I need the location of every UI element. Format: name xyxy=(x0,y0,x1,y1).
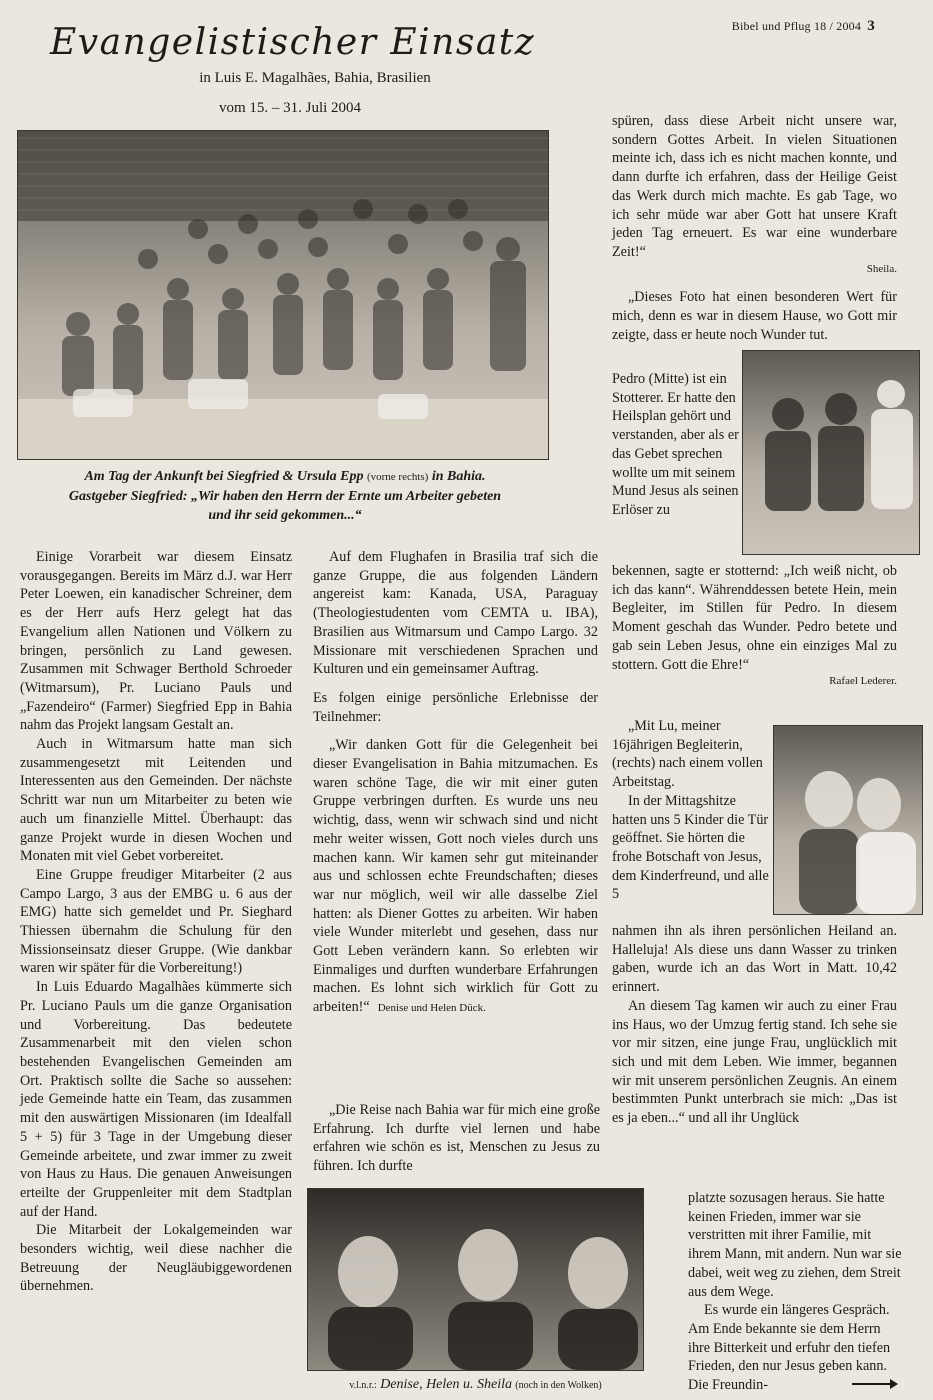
col3-paragraph-1: spüren, dass diese Arbeit nicht unsere war, sondern Gottes Arbeit. In vielen Situationen meinte ich, dass ich es nicht machen konnte, und dann durfte ich erfahren, dass der Heilige Geist das Werk durch mich machte. Es gab Tage, wo ich sehr müde war aber Gott hat unsere Kraft jeden Tag erneuert. Es war eine wunderbare Zeit!“ xyxy=(612,113,897,260)
col1-paragraph-5: Die Mitarbeit der Lokalgemeinden war besonders wichtig, weil diese nachher die Betreuung der Neugläubiggewordenen übernehmen. xyxy=(20,1222,292,1295)
article-column-1 xyxy=(20,548,292,1296)
article-column-3-narrow-1 xyxy=(612,370,740,520)
continue-arrow-icon xyxy=(852,1378,898,1390)
girls-silhouettes xyxy=(308,1188,644,1370)
caption-line-1-note: (vorne rechts) xyxy=(366,471,429,483)
article-column-3-narrow-3 xyxy=(688,1189,903,1395)
col3-paragraph-3-narrow-a: „Mit Lu, meiner 16jährigen Begleiterin, (rechts) nach einem vollen Arbeitstag. xyxy=(612,718,763,791)
magazine-issue: Bibel und Pflug 18 / 2004 xyxy=(731,19,862,33)
girls-caption-prefix: v.l.n.r.: xyxy=(349,1380,377,1391)
col3-signature-sheila: Sheila. xyxy=(866,262,897,275)
col3-paragraph-4-narrow: platzte sozusagen heraus. Sie hatte keinen Frieden, immer war sie verstritten mit ihrer Familie, mit ihrem Mann, mit andern. Nun war sie dabei, weit weg zu ziehen, dem Streit aus dem Wege. xyxy=(688,1190,902,1300)
caption-line-1-start: Am Tag der Ankunft bei Siegfried & Ursula Epp xyxy=(84,469,364,484)
group-photo-caption xyxy=(40,467,530,525)
col1-paragraph-1: Einige Vorarbeit war diesem Einsatz vorausgegangen. Bereits im März d.J. war Herr Peter Loewen, ein kanadischer Schreiner, dem es der Herr aufs Herz gelegt hat das Evangelium allen Nationen und Völkern zu bringen, persönlich zu Land gewesen. Zusammen mit Schwager Berthold Schroeder (Witmarsum), Pr. Luciano Pauls und „Fazendeiro“ (Farmer) Siegfried Epp in Bahia nahm das Projekt langsam Gestalt an. xyxy=(20,549,292,734)
article-dates: vom 15. – 31. Juli 2004 xyxy=(218,100,362,116)
girls-caption-note: (noch in den Wolken) xyxy=(515,1380,602,1391)
col3-paragraph-3-end: nahmen ihn als ihren persönlichen Heiland an. Halleluja! Als diese uns dann Wasser zu trinken gaben, wurde ich an das Wort in Matt. 10,42 erinnert. xyxy=(612,923,897,996)
page-header xyxy=(732,18,875,35)
col3-paragraph-2-end: bekennen, sagte er stotternd: „Ich weiß nicht, ob ich das kann“. Währenddessen betete Hein, mein Begleiter, im Stillen für Pedro. In diesem Moment geschah das Wunder. Pedro betete und gab sein Leben Jesus, ohne ein einziges Mal zu stottern. Gott die Ehre!“ xyxy=(612,563,897,673)
col1-paragraph-2: Auch in Witmarsum hatte man sich zusammengesetzt mit Leitenden und Interessenten aus den Gemeinden. Der nächste Schritt war nun um Mitarbeiter zu beten wie auch um finanzielle Mittel. Überhaupt: das ganze Projekt wurde in diesen Wochen und Monaten mit viel Gebet vorbereitet. xyxy=(20,736,292,865)
girls-photo xyxy=(307,1188,644,1371)
col1-paragraph-4: In Luis Eduardo Magalhães kümmerte sich Pr. Luciano Pauls um die ganze Organisation und Vorbereitung. Das bedeutete Zusammenarbeit mit den vielen schon bestehenden Evangelischen Gemeinden am Ort. Praktisch sollte die Sache so aussehen: jede Gemeinde hatte ein Team, das zusammen mit den auswärtigen Missionaren (im Idealfall 5 + 5) für 3 Tage in der Umgebung dieser Gemeinde arbeitete, und zwar immer zu zweit von Haus zu Haus. Die genauen Anweisungen erteilte der Gruppenleiter mit dem Stadtplan auf der Hand. xyxy=(20,979,292,1220)
col3-paragraph-3-narrow-b: In der Mittagshitze hatten uns 5 Kinder die Tür geöffnet. Sie hörten die frohe Botschaft von Jesus, dem Kinderfreund, und alle 5 xyxy=(612,792,769,903)
page-number: 3 xyxy=(867,18,875,34)
col2-testimony-2: „Die Reise nach Bahia war für mich eine große Erfahrung. Ich durfte viel lernen und habe erfahren wie schön es ist, Menschen zu Jesus zu führen. Ich durfte xyxy=(313,1102,600,1175)
article-subtitle: in Luis E. Magalhães, Bahia, Brasilien xyxy=(199,70,431,86)
pedro-silhouettes xyxy=(743,350,920,554)
lu-photo xyxy=(773,725,923,915)
caption-line-1 xyxy=(40,467,530,487)
girls-caption-names: Denise, Helen u. Sheila xyxy=(380,1377,512,1392)
article-column-2-bottom xyxy=(313,1101,600,1176)
article-title: Evangelistischer Einsatz xyxy=(50,22,536,63)
caption-line-3: und ihr seid gekommen...“ xyxy=(208,508,362,523)
col1-paragraph-3: Eine Gruppe freudiger Mitarbeiter (2 aus Campo Largo, 3 aus der EMBG u. 6 aus der EMG) hatte sich gemeldet und Pr. Sieghard Thiessen übernahm die Schulung für den Missionseinsatz dieser Gruppe. (Wie dankbar waren wir später für die Vorbereitung!) xyxy=(20,866,292,977)
article-column-3-middle xyxy=(612,562,897,691)
col2-paragraph-2: Es folgen einige persönliche Erlebnisse der Teilnehmer: xyxy=(313,689,598,725)
caption-line-1-end: in Bahia. xyxy=(431,469,486,484)
lu-silhouettes xyxy=(774,725,923,914)
girls-photo-caption xyxy=(307,1376,644,1393)
col2-testimony-1-signature: Denise und Helen Dück. xyxy=(377,1002,486,1015)
article-column-3-narrow-2 xyxy=(612,717,770,904)
col2-testimony-1-text: „Wir danken Gott für die Gelegenheit bei dieser Evangelisation in Bahia mitzumachen. Es waren schöne Tage, die wir mit einer guten Gruppe verbringen durften. Es wurde uns neu wichtig, dass, wenn wir schwach sind und nicht mehr weiter wissen, Gott noch vieles durch uns machen kann. Wir kamen sehr gut miteinander aus und schlossen echte Freundschaften; dieses war nur möglich, weil wir alle dasselbe Ziel hatten: als Diener Gottes zu arbeiten. Wir haben viele Wunder miterlebt und gesehen, dass nur Gott Leben verändern kann. So erlebten wir Einmaliges und durften wunderbare Erfahrungen machen. Es lohnt sich wirklich für Gott zu arbeiten!“ xyxy=(313,737,598,1016)
col3-paragraph-4: An diesem Tag kamen wir auch zu einer Frau ins Haus, wo der Umzug fertig stand. Ich sehe sie vor mir sitzen, eine junge Frau, unglücklich mit sich und mit dem Leben. Wie immer, begannen wir mit unserem persönlichen Zeugnis. An einem bestimmten Punkt unterbrach sie mich: „Das ist es ja eben...“ und all ihr Unglück xyxy=(612,997,897,1127)
col3-paragraph-2-start: „Dieses Foto hat einen besonderen Wert für mich, denn es war in diesem Hause, wo Gott mir zeigte, dass er heute noch Wunder tut. xyxy=(612,289,897,343)
col2-paragraph-1: Auf dem Flughafen in Brasilia traf sich die ganze Gruppe, die aus folgenden Ländern angereist kam: Kanada, USA, Paraguay (Theologiestudenten vom CEMTA u. IBA), Brasilien aus Witmarsum und Campo Largo. 32 Missionare mit verschiedenen Sprachen und Kulturen und ein gemeinsamer Auftrag. xyxy=(313,549,598,678)
caption-line-2: Gastgeber Siegfried: „Wir haben den Herrn der Ernte um Arbeiter gebeten xyxy=(68,489,502,504)
col3-signature-rafael: Rafael Lederer. xyxy=(829,675,897,688)
group-silhouettes xyxy=(18,130,549,459)
col3-paragraph-2-narrow: Pedro (Mitte) ist ein Stotterer. Er hatte den Heilsplan gehört und verstanden, aber als er das Gebet sprechen wollte um mit seinem Mund Jesus als seinen Erlöser zu xyxy=(612,371,739,518)
article-column-3-top xyxy=(612,112,897,344)
pedro-photo xyxy=(742,350,920,555)
article-column-3-lower xyxy=(612,922,897,1128)
article-column-2 xyxy=(313,548,598,1018)
col3-paragraph-5-narrow: Es wurde ein längeres Gespräch. Am Ende bekannte sie dem Herrn ihre Bitterkeit und erfuhr den tiefen Frieden, den nur Jesus geben kann. Die Freundin- xyxy=(688,1302,891,1394)
col2-testimony-1 xyxy=(313,736,598,1018)
group-photo xyxy=(17,130,549,460)
